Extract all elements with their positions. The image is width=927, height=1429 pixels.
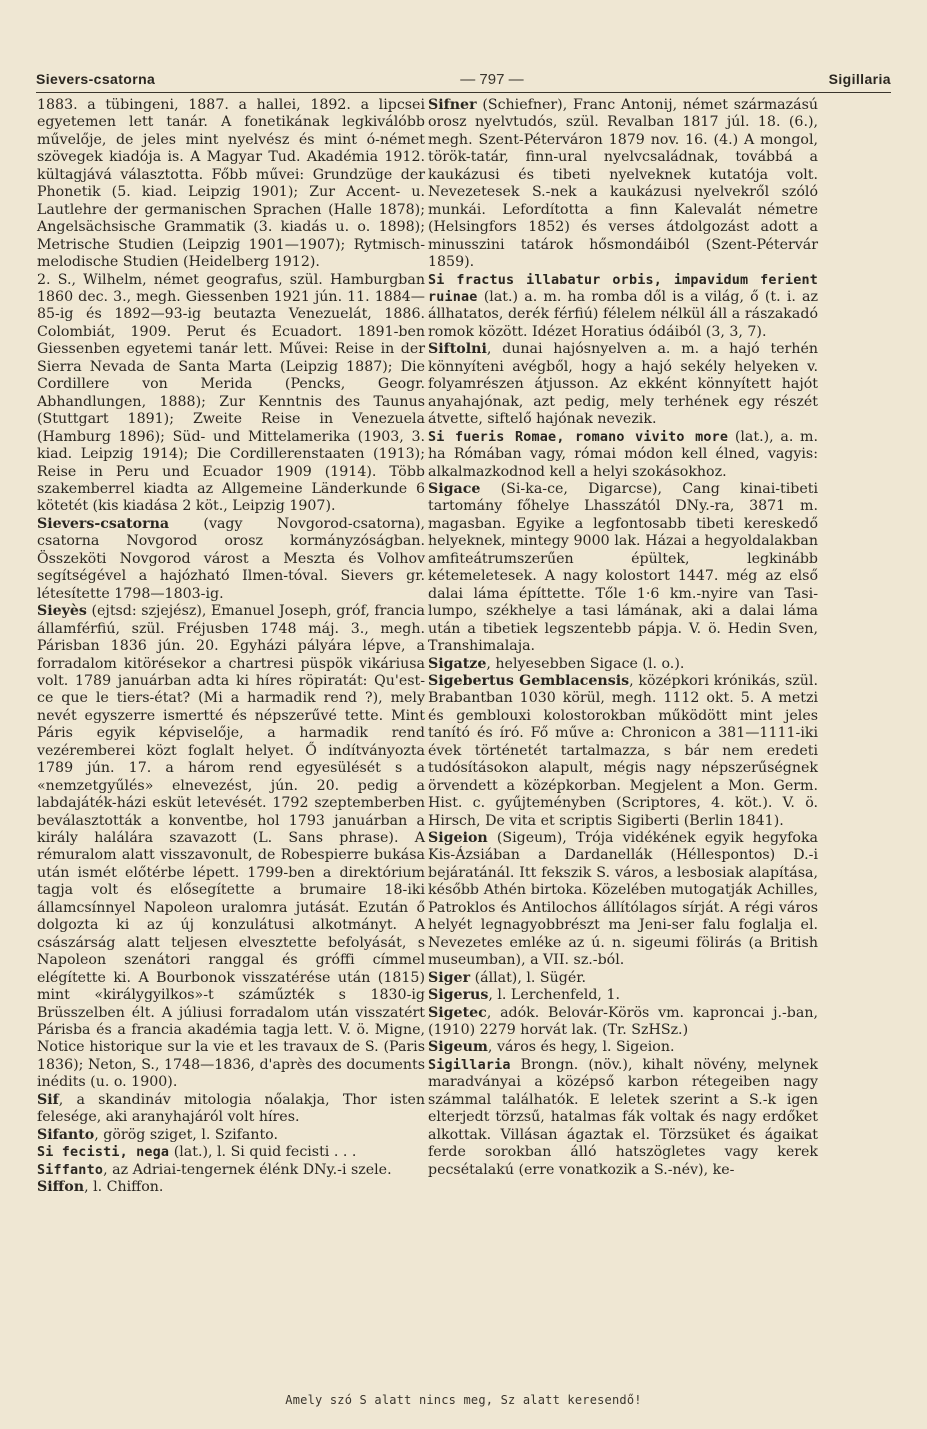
- header-left-keyword: Sievers-csatorna: [36, 71, 156, 87]
- entry: [428, 830, 818, 970]
- left-column: [37, 97, 425, 1197]
- entry-headword: Sigetec: [428, 1004, 487, 1021]
- entry-text: , l. Lerchenfeld, 1.: [488, 987, 620, 1004]
- entry: [37, 97, 425, 272]
- entry-headword: Sievers-csatorna: [37, 515, 170, 532]
- entry-headword: Sigerus: [428, 987, 489, 1004]
- entry: [37, 1144, 425, 1161]
- entry: [37, 1162, 425, 1179]
- entry-text: Brongn. (növ.), kihalt növény, melynek maradványai a középső karbon rétegeiben nagy számmal találhatók. E leletek szerint a S.-k igen elterjedt törzsű, hatalmas fák voltak és nagy erdőket alkottak. Villásan ágaztak el. Törzsüket és ágaikat ferde sorokban álló hatszögletes vagy kerek pecsétalakú (erre vonatkozik a S.-név), ke-: [428, 1056, 818, 1178]
- entry: [37, 1092, 425, 1127]
- entry: [428, 429, 818, 481]
- entry-text: , az Adriai-tengernek élénk DNy.-i szele.: [103, 1161, 392, 1178]
- entry-headword: Sieyès: [37, 603, 87, 620]
- entry-headword: Sigeion: [428, 830, 488, 847]
- entry-text: , város és hegy, l. Sigeion.: [487, 1039, 675, 1056]
- entry: [428, 97, 818, 272]
- entry-headword: Siffanto: [37, 1162, 104, 1178]
- entry-text: (lat.) a. m. ha romba dől is a világ, ő (t. i. az állhatatos, derék férfiú) félelem nélkül áll a rászakadó romok között. Idézet Horatius ódáiból (3, 3, 7).: [428, 288, 818, 340]
- entry-text: (Si-ka-ce, Digarcse), Cang kinai-tibeti tartomány főhelye Lhasszától DNy.-ra, 3871 m. magasban. Egyike a legfontosabb tibeti kereskedő helyeknek, mintegy 9000 lak. Házai a hegyoldalakban amfiteátrumszerűen épültek, legkinább kétemeletesek. A nagy kolostort 1447. még az első dalai láma építtette. Tőle 1·6 km.-nyire van Tasi-lumpo, székhelye a tasi lámának, aki a dalai láma után a tibetiek legszentebb pápja. V. ö. Hedin Sven, Transhimalaja.: [428, 480, 818, 655]
- entry-text: , dunai hajósnyelven a. m. a hajó terhén könnyíteni avégből, hogy a hajó sekély helyeken v. folyamrészen átjusson. Az ekként könnyített hajót anyahajónak, azt pedig, mely terhének egy részét átvette, siftelő hajónak nevezik.: [428, 341, 818, 428]
- entry-text: (lat.), l. Si quid fecisti . . .: [169, 1144, 357, 1161]
- entry-headword: Si fueris Romae, romano vivito more: [428, 429, 729, 445]
- entry-headword: Sigillaria: [428, 1057, 511, 1073]
- entry-text: , középkori krónikás, szül. Brabantban 1030 körül, megh. 1112 okt. 5. A metzi és gemblouxi kolostorokban működött mint jeles tanító és író. Fő műve a: Chronicon a 381—1111-iki évek történetét tartalmazza, s bár nem eredeti tudósításokon alapult, mégis nagy népszerűségnek örvendett a középkorban. Megjelent a Mon. Germ. Hist. c. gyűjteményben (Scriptores, 4. köt.). V. ö. Hirsch, De vita et scriptis Sigiberti (Berlin 1841).: [428, 672, 818, 829]
- entry-headword: Sigatze: [428, 655, 487, 672]
- entry: [428, 481, 818, 656]
- entry: [37, 603, 425, 1092]
- entry-headword: Sifanto: [37, 1126, 95, 1143]
- entry-text: 1883. a tübingeni, 1887. a hallei, 1892. a lipcsei egyetemen lett tanár. A fonetikának legkiválóbb művelője, de jeles mint nyelvész és mint ó-német szövegek kiadója is. A Magyar Tud. Akadémia 1912. kültagjává választotta. Főbb művei: Grundzüge der Phonetik (5. kiad. Leipzig 1901); Zur Accent- u. Lautlehre der germanischen Sprachen (Halle 1878); Angelsächsische Grammatik (3. kiadás u. o. 1898); Metrische Studien (Leipzig 1901—1907); Rytmisch-melodische Studien (Heidelberg 1912).: [37, 97, 425, 271]
- entry: [428, 970, 818, 987]
- entry-headword: Sigebertus Gemblacensis: [428, 672, 630, 689]
- entry-headword: Siger: [428, 969, 471, 986]
- entry-text: (Sigeum), Trója vidékének egyik hegyfoka Kis-Ázsiában a Dardanellák (Héllespontos) D.-i bejáratánál. Itt fekszik S. város, a lesbosiak alapítása, később Athén birtoka. Közelében mutogatják Achilles, Patroklos és Antilochos állítólagos sírját. A régi város helyét legnagyobbrészt ma Jeni-ser falu foglalja el. Nevezetes emléke az ú. n. sigeumi fölirás (a British museumban), a VII. sz.-ból.: [428, 830, 818, 969]
- entry: [428, 1057, 818, 1179]
- entry-headword: Sifner: [428, 97, 477, 113]
- entry: [37, 1127, 425, 1144]
- entry-headword: Sigeum: [428, 1039, 488, 1056]
- entry: [428, 656, 818, 673]
- entry-headword: Sigace: [428, 480, 481, 497]
- entry-text: 2. S., Wilhelm, német geografus, szül. Hamburgban 1860 dec. 3., megh. Giessenben 1921 jún. 11. 1884—85-ig és 1892—93-ig beutazta Venezuelát, 1886. Colombiát, 1909. Perut és Ecuadort. 1891-ben Giessenben egyetemi tanár lett. Művei: Reise in der Sierra Nevada de Santa Marta (Leipzig 1887); Die Cordillere von Merida (Pencks, Geogr. Abhandlungen, 1888); Zur Kenntnis des Taunus (Stuttgart 1891); Zweite Reise in Venezuela (Hamburg 1896); Süd- und Mittelamerika (1903, 3. kiad. Leipzig 1914); Die Cordillerenstaaten (1913); Reise in Peru und Ecuador 1909 (1914). Több szakemberrel kiadta az Allgemeine Länderkunde 6 kötetét (kis kiadása 2 köt., Leipzig 1907).: [37, 271, 425, 515]
- entry-headword: Si fecisti, nega: [37, 1145, 170, 1161]
- page-number: — 797 —: [460, 70, 524, 88]
- entry: [428, 272, 818, 342]
- entry: [428, 341, 818, 428]
- header-right-keyword: Sigillaria: [828, 71, 891, 87]
- entry-headword: Siftolni: [428, 341, 487, 358]
- entry: [37, 1179, 425, 1196]
- entry-text: (Schiefner), Franc Antonij, német származású orosz nyelvtudós, szül. Revalban 1817 júl. 18. (6.), megh. Szent-Péterváron 1879 nov. 16. (4.) A mongol, török-tatár, finn-ural nyelvcsaládnak, továbbá a kaukázusi és tibeti nyelveknek kutatója volt. Nevezetesek S.-nek a kaukázusi nyelvekről szóló munkái. Lefordította a finn Kalevalát németre (Helsingfors 1852) és verses átdolgozást adott a minusszini tatárok hősmondáiból (Szent-Pétervár 1859).: [428, 97, 818, 271]
- footer-note: Amely szó S alatt nincs meg, Sz alatt keresendő!: [285, 1393, 642, 1407]
- entry-text: , a skandináv mitologia nőalakja, Thor isten felesége, aki aranyhajáról volt híres.: [37, 1091, 425, 1126]
- entry: [37, 516, 425, 603]
- entry-text: (állat), l. Sügér.: [470, 969, 586, 986]
- entry: [428, 1039, 818, 1056]
- entry-headword: Sif: [37, 1091, 59, 1108]
- entry: [428, 1005, 818, 1040]
- running-header: [36, 68, 891, 90]
- entry-text: , l. Chiffon.: [84, 1179, 164, 1196]
- entry-text: (lat.), a. m. ha Rómában vagy, római módon kell élned, vagyis: alkalmazkodnod kell a helyi szokásokhoz.: [428, 428, 818, 480]
- entry: [428, 987, 818, 1004]
- header-rule: [36, 92, 891, 93]
- entry-text: (vagy Novgorod-csatorna), csatorna Novgorod orosz kormányzóságban. Összeköti Novgorod várost a Meszta és Volhov segítségével a hajózható Ilmen-tóval. Sievers gr. létesítette 1798—1803-ig.: [37, 515, 425, 602]
- right-column: [428, 97, 818, 1179]
- entry-headword: Si fractus illabatur orbis, impavidum ferient ruinae: [428, 272, 818, 305]
- entry-text: , helyesebben Sigace (l. o.).: [486, 655, 685, 672]
- entry: [37, 272, 425, 516]
- entry: [428, 673, 818, 830]
- entry-text: (ejtsd: szjejész), Emanuel Joseph, gróf, francia államférfiú, szül. Fréjusben 1748 máj. 3., megh. Párisban 1836 jún. 20. Egyházi pályára lépve, a forradalom kitörésekor a chartresi püspök vikáriusa volt. 1789 januárban adta ki híres röpiratát: Qu'est-ce que le tiers-état? (Mi a harmadik rend ?), mely nevét egyszerre ismertté és népszerűvé tette. Mint Páris egyik képviselője, a harmadik rend vezéremberei közt foglalt helyet. Ő indítványozta 1789 jún. 17. a három rend egyesülését s a «nemzetgyűlés» elnevezést, jún. 20. pedig a labdajáték-házi esküt letevését. 1792 szeptemberben beválasztották a konventbe, hol 1793 januárban a király halálára szavazott (L. Sans phrase). A rémuralom alatt visszavonult, de Robespierre bukása után ismét előtérbe lépett. 1799-ben a direktórium tagja volt és elősegítette a brumaire 18-iki államcsínnyel Napoleon uralomra jutását. Ezután ő dolgozta ki az új konzulátusi alkotmányt. A császárság alatt teljesen elvesztette befolyását, s Napoleon szenátori ranggal és gróffi címmel elégítette ki. A Bourbonok visszatérése után (1815) mint «királygyilkos»-t száműzték s 1830-ig Brüsszelben élt. A júliusi forradalom után visszatért Párisba és a francia akadémia tagja lett. V. ö. Migne, Notice historique sur la vie et les travaux de S. (Paris 1836); Neton, S., 1748—1836, d'après des documents inédits (u. o. 1900).: [37, 603, 425, 1091]
- entry-text: , görög sziget, l. Szifanto.: [94, 1126, 278, 1143]
- entry-headword: Siffon: [37, 1179, 85, 1196]
- entry-text: , adók. Belovár-Körös vm. kaproncai j.-ban, (1910) 2279 horvát lak. (Tr. SzHSz.): [428, 1004, 818, 1039]
